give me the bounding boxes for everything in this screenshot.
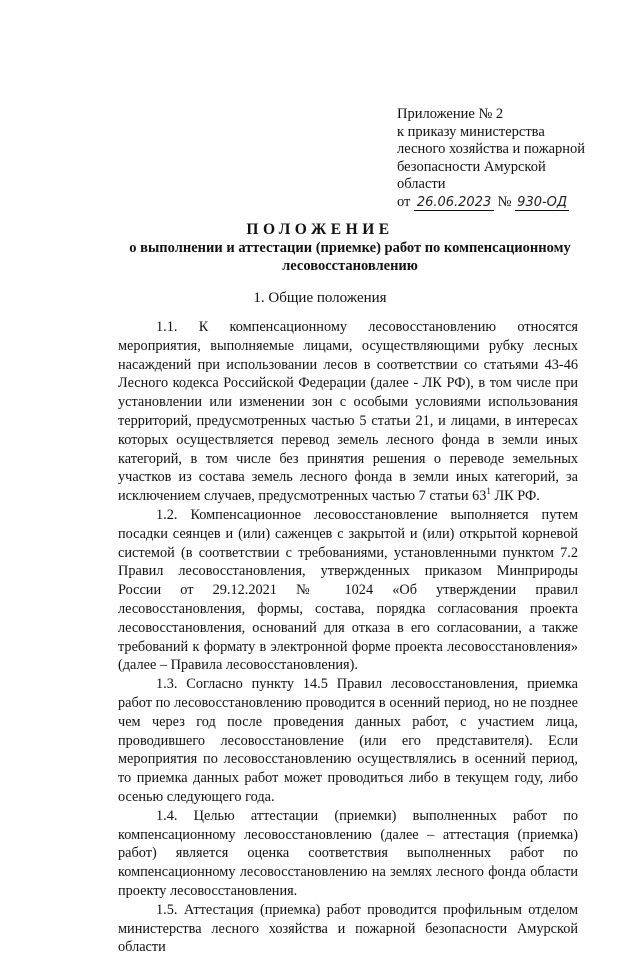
appendix-line: области (397, 176, 446, 193)
paragraph-text: 1.1. К компенсационному лесовосстановлению относятся мероприятия, выполняемые лицами, осуществляющими рубку лесных насаждений при использовании лесов в соответствии со статьями 43-46 Лесного кодекса Российской Федерации (далее - ЛК РФ), в том числе при установлении или изменении зон с особыми условиями использования территорий, предусмотренных частью 5 статьи 21, и лицами, в интересах которых осуществляется перевод земель лесного фонда в земли иных категорий, в том числе без принятия решения о переводе земельных участков из состава земель лесного фонда в земли иных категорий, за исключением случаев, предусмотренных частью 7 статьи 63 (118, 319, 578, 505)
document-title: ПОЛОЖЕНИЕ (246, 221, 394, 238)
number-sign: № (497, 193, 512, 210)
appendix-line: Приложение № 2 (397, 106, 504, 122)
appendix-block (397, 106, 617, 212)
paragraph-1-4: 1.4. Целью аттестации (приемки) выполненных работ по компенсационному лесовосстановлению (далее – аттестация (приемка) работ) является оценка соответствия выполненных работ по компенсационному лесовосстановлению на землях лесного фонда области проекту лесовосстановления. (118, 807, 578, 899)
appendix-line: безопасности Амурской (397, 158, 546, 175)
document-subtitle: о выполнении и аттестации (приемке) работ по компенсационному лесовосстановлению (129, 240, 571, 274)
paragraph-1-1 (118, 318, 578, 506)
paragraph-tail: ЛК РФ. (490, 488, 540, 505)
document-body (118, 318, 578, 957)
handwritten-number: 930-ОД (515, 195, 569, 211)
handwritten-date: 26.06.2023 (414, 195, 494, 211)
section-heading: 1. Общие положения (253, 290, 387, 306)
order-date-line (397, 194, 617, 212)
date-prefix: от (397, 193, 411, 210)
footnote-superscript: 1 (486, 486, 491, 497)
paragraph-1-2: 1.2. Компенсационное лесовосстановление выполняется путем посадки сеянцев и (или) саженцев с закрытой и (или) открытой корневой системой (в соответствии с требованиями, установленными пунктом 7.2 Правил лесовосстановления, утвержденных приказом Минприроды России от 29.12.2021 № 1024 «Об утверждении правил лесовосстановления, формы, состава, порядка согласования проекта лесовосстановления, оснований для отказа в его согласовании, а также требований к формату в электронной форме проекта лесовосстановления» (далее – Правила лесовосстановления). (118, 506, 578, 674)
paragraph-1-3: 1.3. Согласно пункту 14.5 Правил лесовосстановления, приемка работ по лесовосстановлению проводится в осенний период, но не позднее чем через год после проведения данных работ, с участием лица, проводившего лесовосстановление (или его представителя). Если мероприятия по лесовосстановлению осуществлялись в осенний период, то приемка данных работ может проводиться либо в текущем году, либо осенью следующего года. (118, 676, 578, 805)
appendix-line: лесного хозяйства и пожарной (397, 141, 586, 158)
paragraph-1-5: 1.5. Аттестация (приемка) работ проводится профильным отделом министерства лесного хозяйства и пожарной безопасности Амурской области (118, 901, 578, 956)
appendix-line: к приказу министерства (397, 123, 545, 140)
